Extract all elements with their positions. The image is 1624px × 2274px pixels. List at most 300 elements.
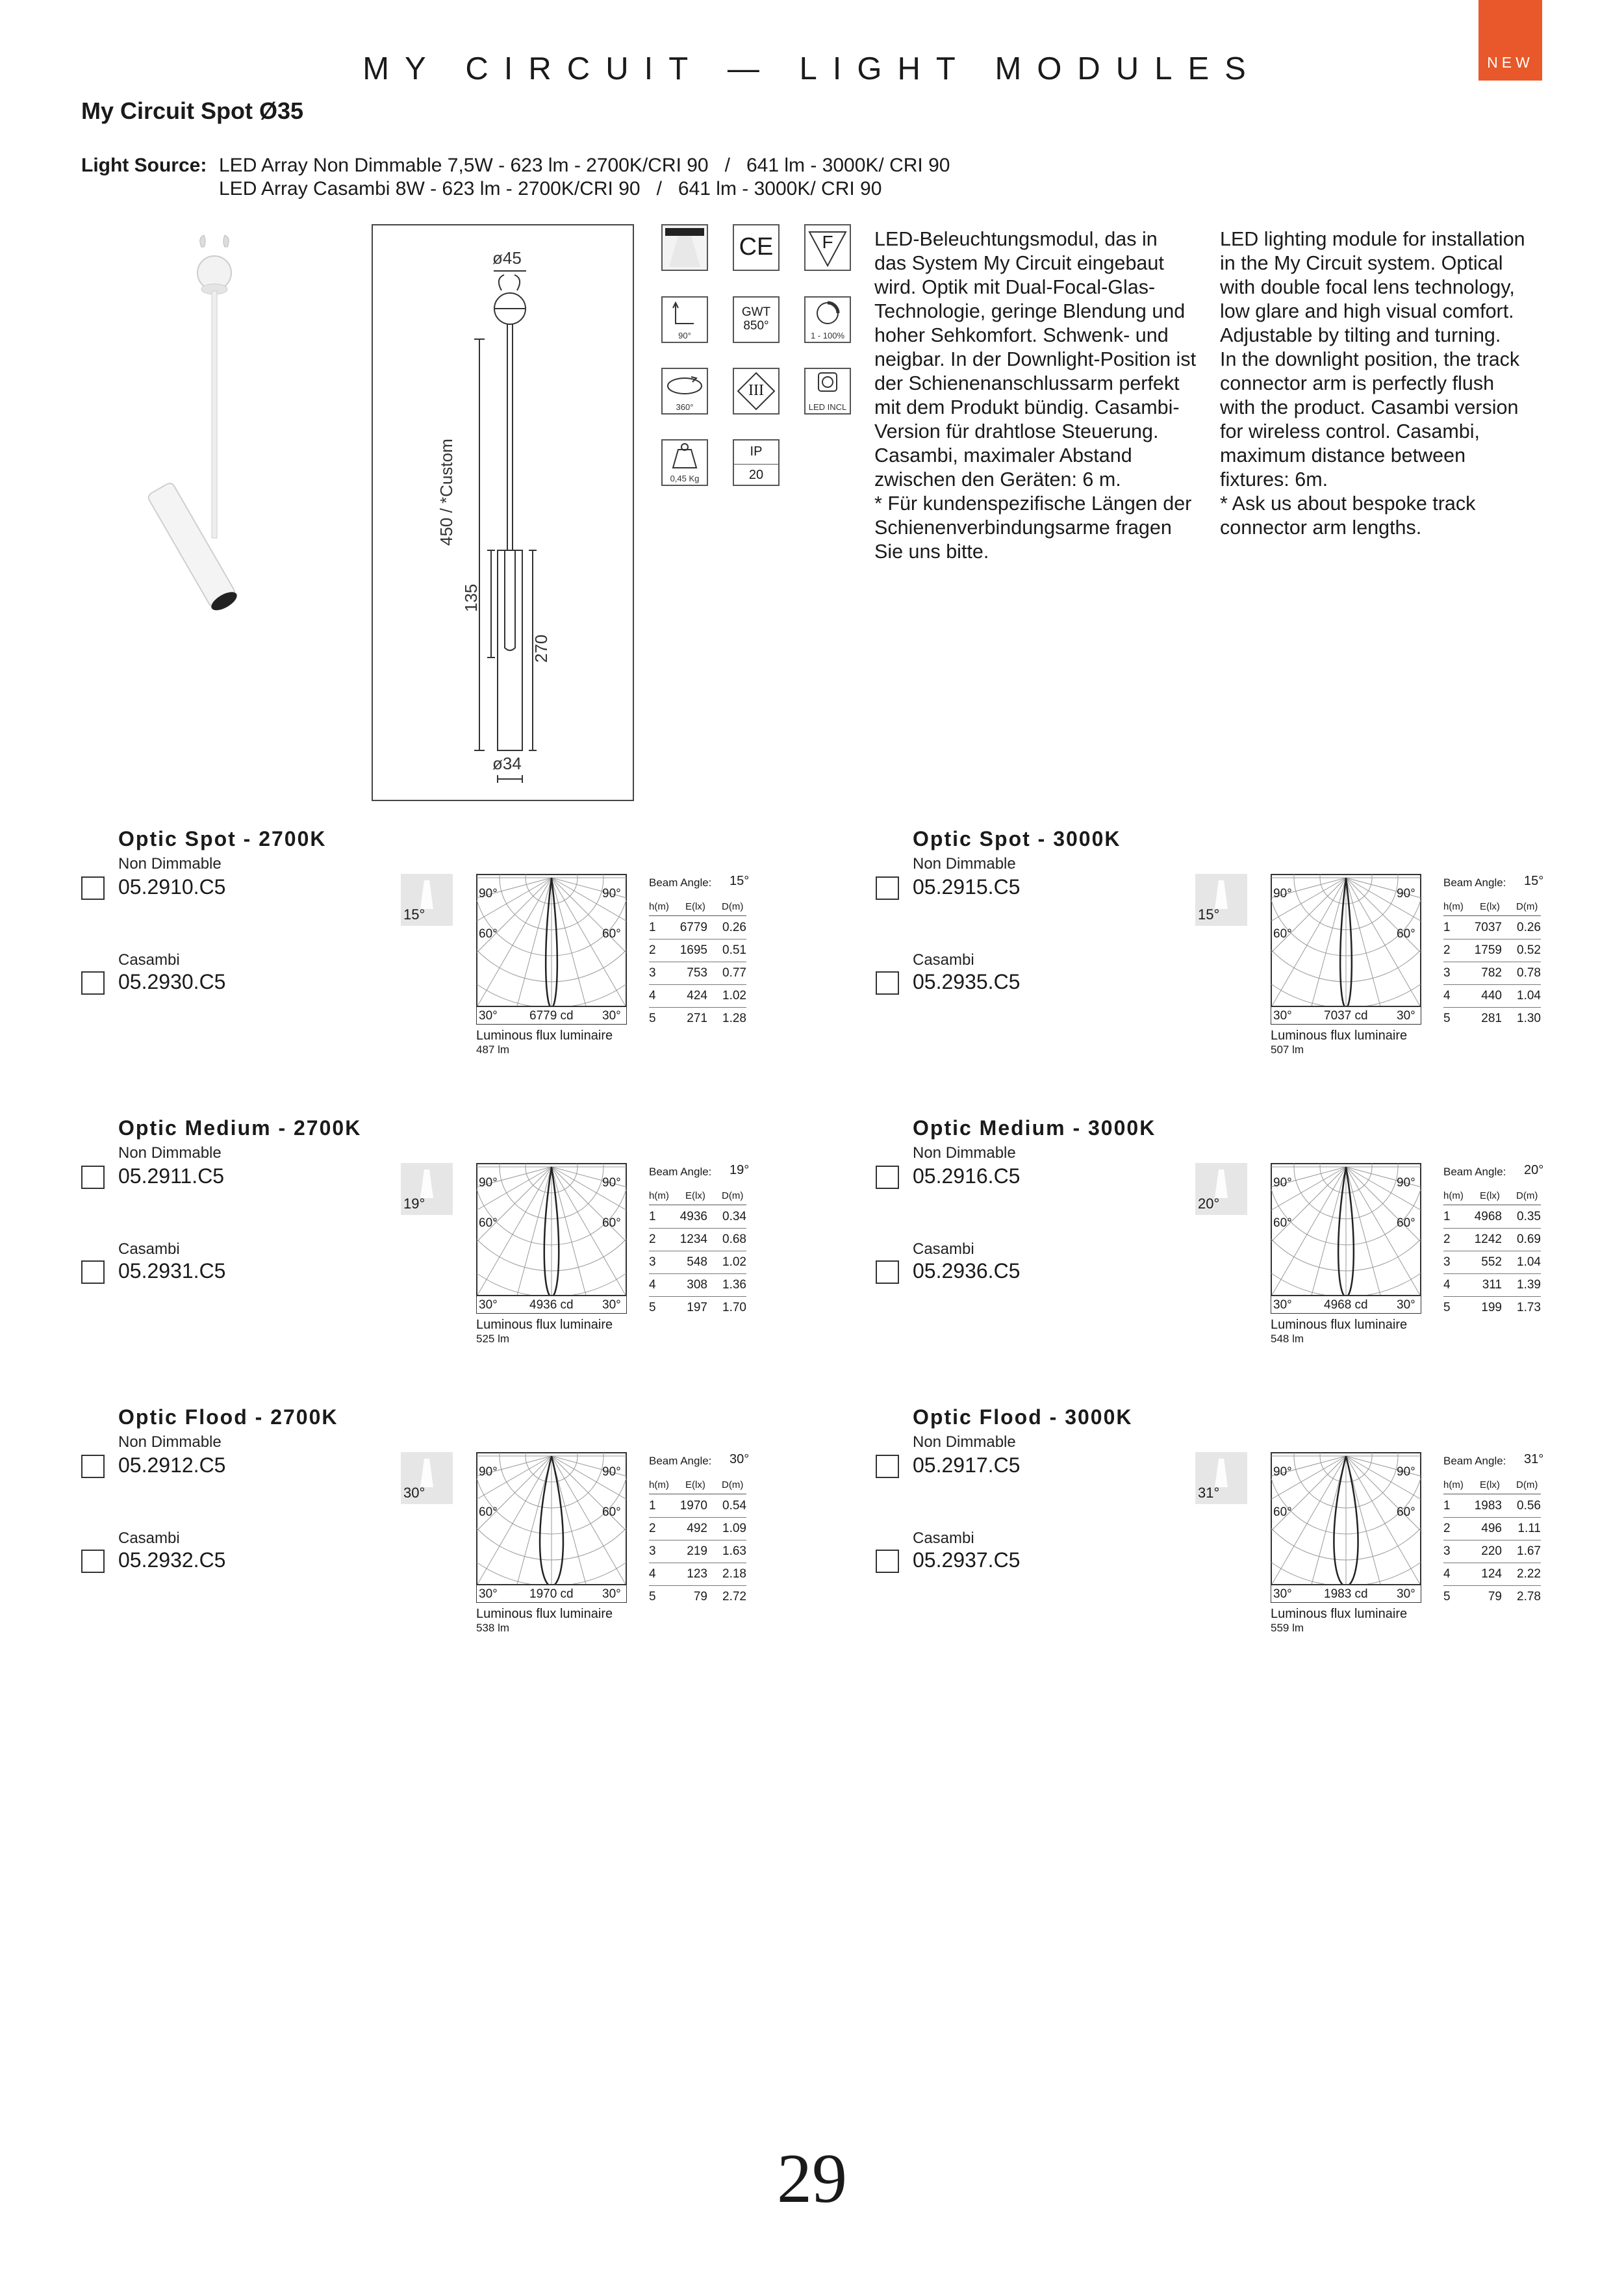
polar-label-30-left: 30° [479,1587,498,1601]
table-row-rule [649,1296,746,1297]
table-cell-d: 0.78 [1517,966,1541,980]
page-title: MY CIRCUIT — LIGHT MODULES [362,51,1262,86]
casambi-label: Casambi [118,1529,180,1547]
checkbox-non-dimmable[interactable] [81,1455,105,1478]
table-cell-h: 1 [1443,1210,1451,1223]
dim-bottom-diameter: ø34 [492,754,522,773]
table-header-rule [1443,915,1541,916]
f-mark-icon [804,224,851,271]
description-line: Sie uns bitte. [874,541,989,563]
article-code-non-dimmable: 05.2915.C5 [913,875,1021,899]
description-line: LED lighting module for installation [1220,228,1525,250]
weight-value: 0,45 Kg [670,474,700,483]
table-cell-h: 4 [649,1567,656,1581]
table-cell-h: 2 [1443,1522,1451,1535]
description-line: connector arm is perfectly flush [1220,372,1495,394]
polar-label-60-right: 60° [1397,927,1415,941]
checkbox-casambi[interactable] [876,1260,899,1284]
description-line: Adjustable by tilting and turning. [1220,324,1501,346]
table-header-e: E(lx) [1480,1190,1500,1201]
table-cell-e: 308 [687,1278,707,1292]
table-cell-d: 1.02 [722,989,746,1003]
polar-label-60-left: 60° [479,927,498,941]
table-row-rule [1443,1273,1541,1274]
table-cell-e: 4936 [679,1210,707,1223]
polar-label-90-left: 90° [479,1465,498,1479]
article-code-casambi: 05.2931.C5 [118,1259,226,1283]
page-number: 29 [777,2140,847,2217]
description-line: In the downlight position, the track [1220,348,1520,370]
beam-angle-heading: Beam Angle: [649,1166,712,1178]
table-cell-e: 4968 [1474,1210,1502,1223]
table-cell-d: 0.54 [722,1499,746,1513]
table-header-d: D(m) [1516,1479,1538,1490]
table-header-h: h(m) [649,1479,669,1490]
polar-label-60-left: 60° [1273,1216,1292,1230]
table-cell-e: 123 [687,1567,707,1581]
table-cell-e: 496 [1481,1522,1502,1535]
table-header-d: D(m) [1516,1190,1538,1201]
table-cell-e: 552 [1481,1255,1502,1269]
table-cell-e: 79 [1488,1590,1502,1603]
light-source-label: Light Source: [81,155,207,176]
polar-label-30-left: 30° [1273,1009,1292,1023]
description-line: wird. Optik mit Dual-Focal-Glas- [874,276,1156,298]
luminous-flux-label: Luminous flux luminaire [476,1028,613,1043]
table-row-rule [1443,984,1541,985]
table-header-d: D(m) [722,1479,744,1490]
variant-title: Optic Medium - 2700K [118,1116,362,1140]
table-cell-e: 1970 [679,1499,707,1513]
polar-label-30-left: 30° [479,1009,498,1023]
beam-angle-heading: Beam Angle: [1443,876,1506,889]
table-cell-e: 753 [687,966,707,980]
beam-angle-value: 20° [1524,1163,1544,1177]
luminous-flux-label: Luminous flux luminaire [1271,1318,1408,1332]
description-line: fixtures: 6m. [1220,468,1328,491]
peak-intensity: 4968 cd [1324,1298,1368,1312]
product-image [136,234,305,650]
table-cell-h: 2 [649,943,656,957]
table-header-e: E(lx) [685,1479,705,1490]
ip-label: IP [750,444,763,459]
table-cell-h: 3 [1443,1544,1451,1558]
table-cell-e: 1695 [679,943,707,957]
polar-label-30-right: 30° [602,1298,621,1312]
dim-top-diameter: ø45 [492,248,522,268]
description-line: low glare and high visual comfort. [1220,300,1514,322]
table-cell-e: 782 [1481,966,1502,980]
table-row-rule [1443,1007,1541,1008]
beam-angle-value: 30° [730,1452,750,1466]
table-cell-h: 2 [649,1522,656,1535]
table-cell-e: 1983 [1474,1499,1502,1513]
table-cell-d: 1.04 [1517,989,1541,1003]
description-line: * Ask us about bespoke track [1220,492,1476,515]
article-code-non-dimmable: 05.2910.C5 [118,875,226,899]
article-code-non-dimmable: 05.2917.C5 [913,1453,1021,1477]
table-cell-h: 1 [649,1499,656,1513]
variant-title: Optic Flood - 2700K [118,1405,338,1429]
track-mount-icon [661,224,708,271]
polar-label-60-right: 60° [602,1216,621,1230]
table-cell-h: 5 [649,1590,656,1603]
description-line: for wireless control. Casambi, [1220,420,1480,442]
table-cell-d: 2.18 [722,1567,746,1581]
polar-label-30-right: 30° [1397,1587,1415,1601]
polar-label-90-right: 90° [1397,1465,1415,1479]
beam-angle-heading: Beam Angle: [1443,1455,1506,1467]
table-cell-h: 3 [1443,1255,1451,1269]
ip-rating-icon [733,439,780,486]
casambi-label: Casambi [118,1240,180,1258]
beam-angle-value: 19° [730,1163,750,1177]
description-line: with the product. Casambi version [1220,396,1519,418]
table-cell-e: 440 [1481,989,1502,1003]
dim-135: 135 [461,583,481,612]
table-cell-h: 5 [1443,1012,1451,1025]
description-line: neigbar. In der Downlight-Position ist [874,348,1197,370]
table-header-h: h(m) [649,1190,669,1201]
table-cell-h: 3 [1443,966,1451,980]
luminous-flux-value: 538 lm [476,1622,510,1634]
table-cell-d: 0.69 [1517,1233,1541,1246]
ce-mark-text: CE [739,233,774,261]
beam-angle-label: 20° [1198,1195,1220,1212]
checkbox-casambi[interactable] [81,971,105,995]
polar-label-30-right: 30° [602,1587,621,1601]
description-line: der Schienenanschlussarm perfekt [874,372,1180,394]
peak-intensity: 4936 cd [529,1298,574,1312]
checkbox-non-dimmable[interactable] [81,876,105,900]
table-cell-d: 0.51 [722,943,746,957]
table-cell-d: 1.63 [722,1544,746,1558]
table-row-rule [649,1517,746,1518]
table-cell-e: 6779 [679,921,707,934]
table-cell-e: 311 [1482,1278,1502,1292]
table-cell-d: 1.11 [1517,1522,1541,1535]
polar-label-90-right: 90° [1397,887,1415,901]
checkbox-casambi[interactable] [81,1260,105,1284]
description-line: mit dem Produkt bündig. Casambi- [874,396,1180,418]
description-german [874,227,1196,564]
peak-intensity: 6779 cd [529,1009,574,1023]
non-dimmable-label: Non Dimmable [913,855,1016,873]
description-line: maximum distance between [1220,444,1466,466]
table-cell-d: 0.68 [722,1233,746,1246]
description-line: das System My Circuit eingebaut [874,252,1164,274]
table-cell-e: 220 [1481,1544,1502,1558]
tilt-value: 90° [678,331,691,340]
article-code-non-dimmable: 05.2912.C5 [118,1453,226,1477]
variant-title: Optic Spot - 3000K [913,827,1121,850]
table-row-rule [1443,1585,1541,1586]
table-cell-e: 271 [687,1012,707,1025]
table-cell-h: 2 [1443,943,1451,957]
polar-label-60-right: 60° [1397,1216,1415,1230]
rotate-icon [661,368,708,415]
article-code-casambi: 05.2935.C5 [913,970,1021,993]
peak-intensity: 7037 cd [1324,1009,1368,1023]
luminous-flux-value: 487 lm [476,1043,510,1056]
table-cell-d: 0.77 [722,966,746,980]
checkbox-casambi[interactable] [876,971,899,995]
dim-270: 270 [531,634,551,663]
table-header-h: h(m) [649,901,669,912]
table-cell-d: 1.36 [722,1278,746,1292]
beam-angle-heading: Beam Angle: [649,876,712,889]
polar-label-60-left: 60° [479,1216,498,1230]
led-included-icon [804,368,851,415]
f-mark-text: F [822,232,833,252]
light-source-line-1: LED Array Non Dimmable 7,5W - 623 lm - 2700K/CRI 90 / 641 lm - 3000K/ CRI 90 [219,155,950,176]
luminous-flux-label: Luminous flux luminaire [476,1607,613,1621]
article-code-casambi: 05.2932.C5 [118,1548,226,1572]
table-cell-h: 4 [649,989,656,1003]
checkbox-casambi[interactable] [876,1550,899,1573]
led-included-text: LED INCL [808,402,847,412]
table-header-d: D(m) [1516,901,1538,912]
description-line: hoher Sehkomfort. Schwenk- und [874,324,1169,346]
table-cell-d: 2.72 [722,1590,746,1603]
article-code-casambi: 05.2930.C5 [118,970,226,993]
beam-angle-value: 15° [1524,874,1544,888]
table-header-h: h(m) [1443,1190,1464,1201]
table-cell-e: 1242 [1474,1233,1502,1246]
luminous-flux-value: 548 lm [1271,1333,1304,1345]
table-cell-h: 1 [649,1210,656,1223]
dimmable-range: 1 - 100% [810,331,845,340]
polar-label-60-right: 60° [602,927,621,941]
table-cell-h: 1 [1443,921,1451,934]
description-line: Technologie, geringe Blendung und [874,300,1186,322]
description-line: * Für kundenspezifische Längen der [874,492,1192,515]
table-header-d: D(m) [722,901,744,912]
description-line: LED-Beleuchtungsmodul, das in [874,228,1158,250]
table-cell-h: 2 [649,1233,656,1246]
ip-value: 20 [748,468,764,482]
beam-angle-value: 15° [730,874,750,888]
table-cell-d: 1.67 [1517,1544,1541,1558]
table-cell-d: 1.73 [1517,1301,1541,1314]
table-header-e: E(lx) [685,901,705,912]
table-cell-h: 4 [1443,989,1451,1003]
article-code-casambi: 05.2936.C5 [913,1259,1021,1283]
luminous-flux-value: 525 lm [476,1333,510,1345]
table-row-rule [649,1273,746,1274]
polar-label-90-right: 90° [602,1176,621,1190]
non-dimmable-label: Non Dimmable [913,1144,1016,1162]
polar-label-60-left: 60° [1273,1505,1292,1519]
table-cell-e: 424 [687,989,707,1003]
table-cell-h: 5 [649,1012,656,1025]
product-title: My Circuit Spot Ø35 [81,97,304,124]
non-dimmable-label: Non Dimmable [118,855,222,873]
table-cell-d: 2.78 [1517,1590,1541,1603]
table-cell-h: 5 [1443,1590,1451,1603]
polar-label-90-left: 90° [1273,1465,1292,1479]
article-code-non-dimmable: 05.2916.C5 [913,1164,1021,1188]
non-dimmable-label: Non Dimmable [118,1433,222,1451]
polar-label-30-left: 30° [479,1298,498,1312]
table-cell-e: 79 [693,1590,707,1603]
table-header-e: E(lx) [1480,901,1500,912]
table-cell-d: 2.22 [1517,1567,1541,1581]
table-cell-e: 281 [1481,1012,1502,1025]
polar-label-90-right: 90° [602,1465,621,1479]
table-row-rule [1443,1296,1541,1297]
table-header-e: E(lx) [1480,1479,1500,1490]
table-cell-e: 219 [687,1544,707,1558]
luminous-flux-value: 559 lm [1271,1622,1304,1634]
table-row-rule [649,984,746,985]
description-line: connector arm lengths. [1220,517,1422,539]
table-header-h: h(m) [1443,901,1464,912]
table-cell-d: 1.09 [722,1522,746,1535]
table-cell-d: 0.35 [1517,1210,1541,1223]
polar-label-90-left: 90° [479,1176,498,1190]
table-cell-e: 492 [687,1522,707,1535]
weight-icon [661,439,708,486]
table-header-d: D(m) [722,1190,744,1201]
polar-label-30-right: 30° [602,1009,621,1023]
table-cell-d: 0.26 [722,921,746,934]
table-cell-h: 1 [1443,1499,1451,1513]
luminous-flux-value: 507 lm [1271,1043,1304,1056]
polar-label-60-left: 60° [1273,927,1292,941]
luminous-flux-label: Luminous flux luminaire [1271,1607,1408,1621]
beam-angle-heading: Beam Angle: [649,1455,712,1467]
table-row-rule [649,1228,746,1229]
table-header-e: E(lx) [685,1190,705,1201]
checkbox-casambi[interactable] [81,1550,105,1573]
table-header-h: h(m) [1443,1479,1464,1490]
polar-label-30-left: 30° [1273,1587,1292,1601]
beam-angle-label: 15° [403,906,425,923]
luminous-flux-label: Luminous flux luminaire [1271,1028,1408,1043]
polar-label-90-left: 90° [1273,887,1292,901]
description-line: in the My Circuit system. Optical [1220,252,1503,274]
casambi-label: Casambi [118,951,180,969]
casambi-label: Casambi [913,1529,974,1547]
variant-title: Optic Medium - 3000K [913,1116,1156,1140]
description-line: with double focal lens technology, [1220,276,1515,298]
table-row-rule [649,1007,746,1008]
non-dimmable-label: Non Dimmable [118,1144,222,1162]
description-line: Casambi, maximaler Abstand [874,444,1132,466]
table-cell-h: 4 [1443,1567,1451,1581]
luminous-flux-label: Luminous flux luminaire [476,1318,613,1332]
polar-label-60-left: 60° [479,1505,498,1519]
table-cell-h: 3 [649,966,656,980]
class-iii-icon [733,368,780,415]
table-cell-h: 2 [1443,1233,1451,1246]
description-line: zwischen den Geräten: 6 m. [874,468,1121,491]
polar-label-90-left: 90° [479,887,498,901]
table-cell-d: 1.02 [722,1255,746,1269]
table-cell-d: 1.30 [1517,1012,1541,1025]
dimmable-icon [804,296,851,343]
gwt-icon [733,296,780,343]
table-header-rule [649,915,746,916]
ce-mark-icon [733,224,780,271]
table-cell-d: 1.04 [1517,1255,1541,1269]
table-cell-h: 3 [649,1255,656,1269]
beam-angle-label: 19° [403,1195,425,1212]
non-dimmable-label: Non Dimmable [913,1433,1016,1451]
description-english [1220,227,1525,540]
table-cell-d: 1.39 [1517,1278,1541,1292]
table-cell-e: 124 [1481,1567,1502,1581]
table-cell-d: 0.26 [1517,921,1541,934]
table-row-rule [649,1585,746,1586]
polar-label-90-right: 90° [1397,1176,1415,1190]
table-cell-e: 548 [687,1255,707,1269]
checkbox-non-dimmable[interactable] [81,1166,105,1189]
table-cell-e: 199 [1481,1301,1502,1314]
polar-label-30-right: 30° [1397,1009,1415,1023]
polar-label-30-left: 30° [1273,1298,1292,1312]
table-cell-d: 1.28 [722,1012,746,1025]
variant-title: Optic Flood - 3000K [913,1405,1133,1429]
article-code-non-dimmable: 05.2911.C5 [118,1164,225,1188]
polar-label-60-right: 60° [602,1505,621,1519]
table-cell-h: 1 [649,921,656,934]
article-code-casambi: 05.2937.C5 [913,1548,1021,1572]
description-line: Version für drahtlose Steuerung. [874,420,1159,442]
new-badge-label: NEW [1487,54,1534,71]
table-cell-d: 0.52 [1517,943,1541,957]
table-cell-h: 3 [649,1544,656,1558]
class-iii-text: III [748,382,764,399]
checkbox-non-dimmable[interactable] [876,876,899,900]
dim-length: 450 / *Custom [437,439,456,546]
gwt-text: GWT 850° [741,305,771,333]
light-source-line-2: LED Array Casambi 8W - 623 lm - 2700K/CRI 90 / 641 lm - 3000K/ CRI 90 [219,178,882,199]
polar-label-90-left: 90° [1273,1176,1292,1190]
beam-angle-label: 31° [1198,1485,1220,1501]
casambi-label: Casambi [913,1240,974,1258]
peak-intensity: 1970 cd [529,1587,574,1601]
beam-angle-value: 31° [1524,1452,1544,1466]
table-cell-h: 5 [649,1301,656,1314]
table-cell-h: 5 [1443,1301,1451,1314]
table-cell-e: 1759 [1474,943,1502,957]
table-cell-h: 4 [1443,1278,1451,1292]
checkbox-non-dimmable[interactable] [876,1455,899,1478]
dimension-drawing [373,225,633,800]
table-cell-d: 0.56 [1517,1499,1541,1513]
table-cell-e: 7037 [1474,921,1502,934]
checkbox-non-dimmable[interactable] [876,1166,899,1189]
table-row-rule [1443,1228,1541,1229]
beam-angle-heading: Beam Angle: [1443,1166,1506,1178]
table-cell-d: 1.70 [722,1301,746,1314]
variant-title: Optic Spot - 2700K [118,827,327,850]
rotate-value: 360° [676,402,694,412]
peak-intensity: 1983 cd [1324,1587,1368,1601]
beam-angle-label: 30° [403,1485,425,1501]
table-row-rule [1443,1517,1541,1518]
polar-label-60-right: 60° [1397,1505,1415,1519]
table-cell-e: 197 [687,1301,707,1314]
polar-label-90-right: 90° [602,887,621,901]
description-line: Schienenverbindungsarme fragen [874,517,1172,539]
table-cell-h: 4 [649,1278,656,1292]
beam-angle-label: 15° [1198,906,1220,923]
table-cell-e: 1234 [679,1233,707,1246]
tilt-icon [661,296,708,343]
